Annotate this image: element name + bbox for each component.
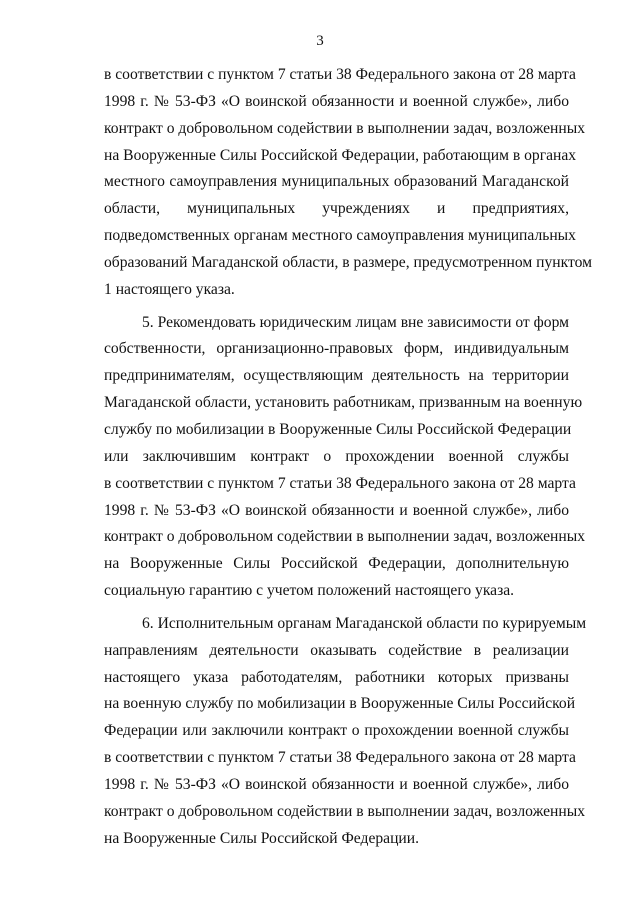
text-line: образований Магаданской области, в размере, предусмотренном пунктом [104,253,593,271]
text-line: направлениям деятельности оказывать содействие в реализации [104,641,569,659]
text-line: на Вооруженные Силы Российской Федерации, работающим в органах [104,146,577,164]
text-line: социальную гарантию с учетом положений настоящего указа. [104,582,515,600]
text-line: предпринимателям, осуществляющим деятельность на территории [104,367,569,385]
text-line: контракт о добровольном содействии в выполнении задач, возложенных [104,528,586,546]
text-line: Магаданской области, установить работникам, призванным на военную [104,394,583,412]
text-line: области, муниципальных учреждениях и предприятиях, [104,200,569,218]
text-line: в соответствии с пунктом 7 статьи 38 Федерального закона от 28 марта [104,66,576,83]
paragraph-item-5 [104,310,586,605]
text-line: 1 настоящего указа. [104,280,235,298]
text-line: или заключившим контракт о прохождении военной службы [104,447,569,465]
text-line: Федерации или заключили контракт о прохождении военной службы [104,722,569,740]
text-line: местного самоуправления муниципальных образований Магаданской [104,173,569,191]
text-line: 1998 г. № 53-ФЗ «О воинской обязанности и военной службе», либо [104,501,569,519]
text-line: подведомственных органам местного самоуправления муниципальных [104,227,576,245]
text-line: контракт о добровольном содействии в выполнении задач, возложенных [104,119,586,137]
text-line: 1998 г. № 53-ФЗ «О воинской обязанности и военной службе», либо [104,92,569,110]
text-line: контракт о добровольном содействии в выполнении задач, возложенных [104,802,586,820]
text-line: собственности, организационно-правовых форм, индивидуальным [104,340,569,358]
text-line: на Вооруженные Силы Российской Федерации, дополнительную [104,555,569,573]
text-line: в соответствии с пунктом 7 статьи 38 Федерального закона от 28 марта [104,474,576,492]
text-line: на Вооруженные Силы Российской Федерации. [104,829,420,847]
text-line: 1998 г. № 53-ФЗ «О воинской обязанности и военной службе», либо [104,775,569,793]
text-line: настоящего указа работодателям, работники которых призваны [104,668,569,686]
paragraph-continuation [104,62,593,304]
text-line: в соответствии с пунктом 7 статьи 38 Федерального закона от 28 марта [104,749,576,767]
document-body [104,62,593,852]
text-line: службу по мобилизации в Вооруженные Силы Российской Федерации [104,420,572,438]
page-number: 3 [316,33,324,49]
text-line: на военную службу по мобилизации в Вооруженные Силы Российской [104,695,576,713]
text-line: 6. Исполнительным органам Магаданской области по курируемым [142,614,587,632]
text-line: 5. Рекомендовать юридическим лицам вне зависимости от форм [142,313,569,331]
paragraph-item-6 [104,611,587,853]
